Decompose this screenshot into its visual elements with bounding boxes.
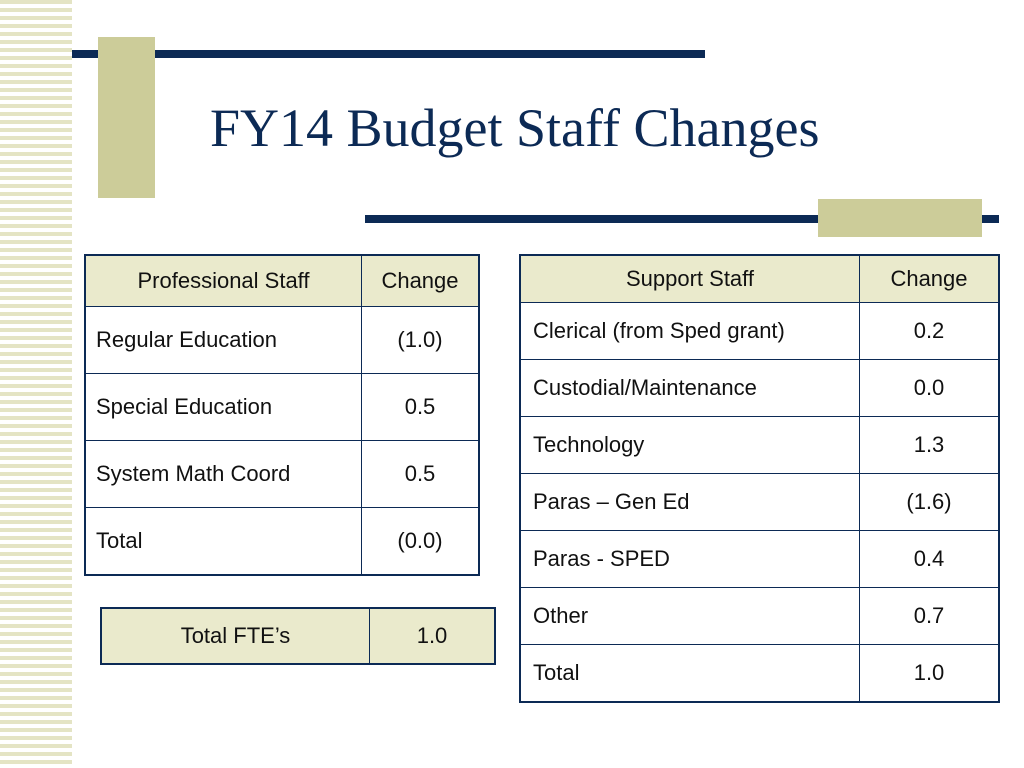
table-row <box>520 360 999 417</box>
table-row <box>520 531 999 588</box>
column-header: Change <box>362 255 480 307</box>
row-value: 0.5 <box>362 441 480 508</box>
row-label: Total <box>85 508 362 576</box>
row-label: Custodial/Maintenance <box>520 360 860 417</box>
row-label: Clerical (from Sped grant) <box>520 303 860 360</box>
table-row <box>520 588 999 645</box>
table-row <box>520 417 999 474</box>
table-header-row <box>101 608 495 664</box>
total-fte-label: Total FTE’s <box>101 608 370 664</box>
row-label: System Math Coord <box>85 441 362 508</box>
table-header-row <box>520 255 999 303</box>
row-value: 0.4 <box>860 531 1000 588</box>
top-accent-bar <box>72 50 705 58</box>
total-fte-value: 1.0 <box>370 608 496 664</box>
row-value: 1.0 <box>860 645 1000 703</box>
row-label: Special Education <box>85 374 362 441</box>
row-label: Other <box>520 588 860 645</box>
table-row-total <box>85 508 479 576</box>
row-label: Total <box>520 645 860 703</box>
row-value: 0.0 <box>860 360 1000 417</box>
row-label: Paras - SPED <box>520 531 860 588</box>
right-accent-block <box>818 199 982 237</box>
column-header: Support Staff <box>520 255 860 303</box>
table-row-total <box>520 645 999 703</box>
table-row <box>520 474 999 531</box>
row-label: Paras – Gen Ed <box>520 474 860 531</box>
row-value: (1.6) <box>860 474 1000 531</box>
table-row <box>85 307 479 374</box>
column-header: Change <box>860 255 1000 303</box>
striped-margin-decoration <box>0 0 72 768</box>
table-header-row <box>85 255 479 307</box>
row-value: 1.3 <box>860 417 1000 474</box>
row-value: (0.0) <box>362 508 480 576</box>
table-row <box>85 374 479 441</box>
professional-staff-table <box>84 254 480 576</box>
total-fte-table <box>100 607 496 665</box>
row-value: 0.5 <box>362 374 480 441</box>
row-label: Regular Education <box>85 307 362 374</box>
row-value: 0.2 <box>860 303 1000 360</box>
table-row <box>520 303 999 360</box>
support-staff-table <box>519 254 1000 703</box>
slide-title: FY14 Budget Staff Changes <box>210 98 820 158</box>
table-row <box>85 441 479 508</box>
column-header: Professional Staff <box>85 255 362 307</box>
row-label: Technology <box>520 417 860 474</box>
row-value: (1.0) <box>362 307 480 374</box>
row-value: 0.7 <box>860 588 1000 645</box>
left-accent-block <box>98 37 155 198</box>
